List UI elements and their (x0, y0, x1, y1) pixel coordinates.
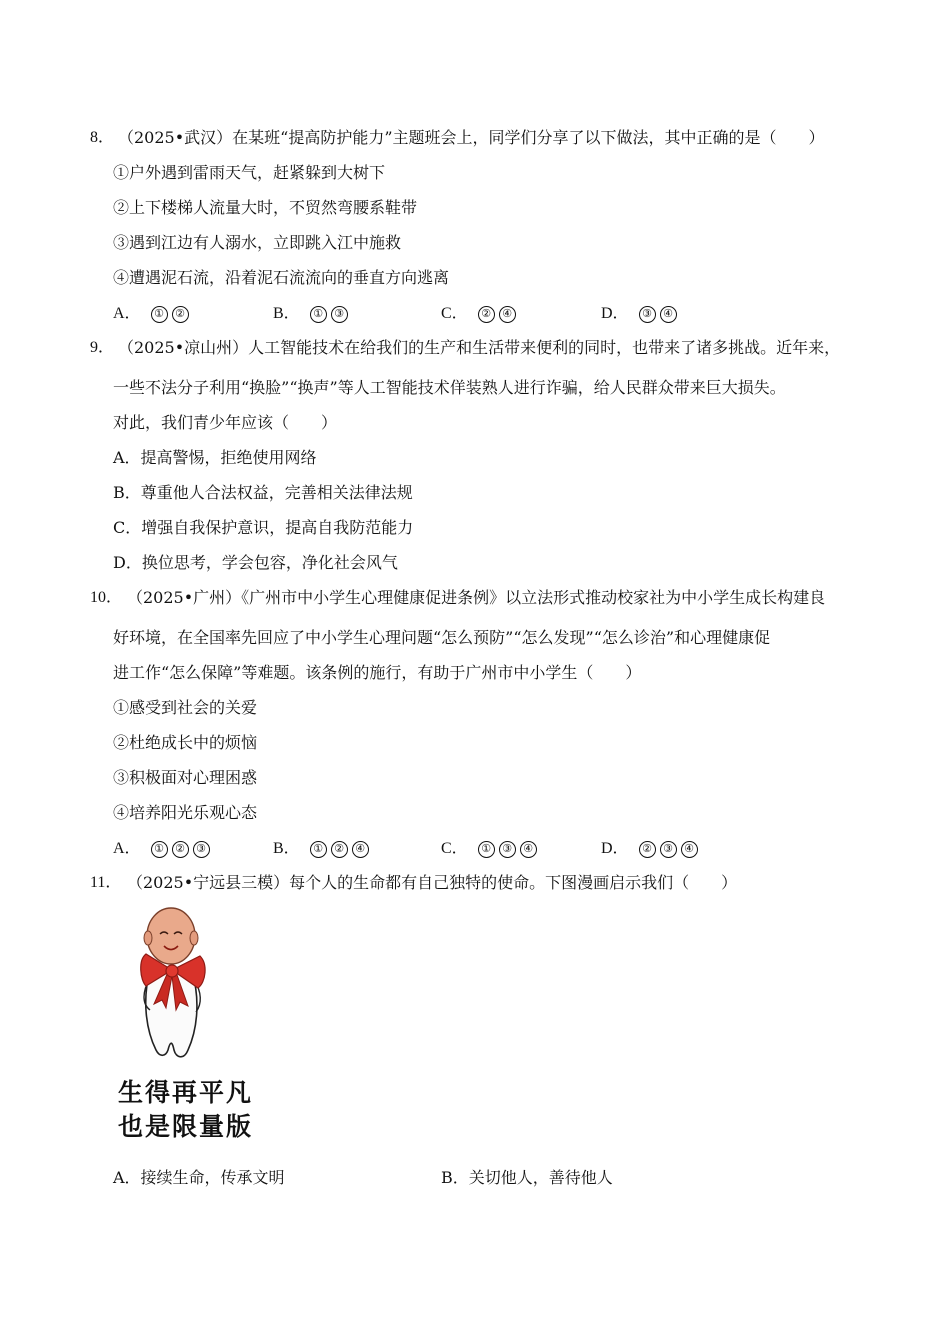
statement-item: ①感受到社会的关爱 (113, 698, 258, 717)
option-b[interactable]: B．关切他人，善待他人 (441, 1168, 613, 1187)
option-letter: A． (113, 840, 141, 857)
option-a[interactable]: A．接续生命，传承文明 (113, 1168, 285, 1187)
figure-ear (190, 931, 198, 945)
question-stem: （2025•宁远县三模）每个人的生命都有自己独特的使命。下图漫画启示我们（ ） (127, 873, 738, 892)
circled-mark: ① (310, 841, 327, 858)
figure-ear (144, 931, 152, 945)
question-number: 10． (90, 589, 123, 606)
option-c[interactable]: C．增强自我保护意识，提高自我防范能力 (113, 518, 414, 537)
question-stem-line: 好环境，在全国率先回应了中小学生心理问题“怎么预防”“怎么发现”“怎么诊治”和心理健康促 (113, 628, 771, 647)
option-a[interactable] (113, 303, 193, 324)
option-letter: A． (113, 305, 141, 322)
circled-mark: ③ (193, 841, 210, 858)
circled-mark: ④ (352, 841, 369, 858)
question-stem-line: （2025•凉山州）人工智能技术在给我们的生产和生活带来便利的同时，也带来了诸多挑战。近年来， (118, 338, 841, 357)
circled-mark: ④ (681, 841, 698, 858)
option-c[interactable] (441, 303, 520, 324)
question-number: 9． (90, 339, 115, 356)
circled-mark: ④ (660, 306, 677, 323)
cartoon-illustration (112, 900, 262, 1150)
option-letter: C． (441, 305, 468, 322)
statement-item: ④培养阳光乐观心态 (113, 803, 258, 822)
statement-item: ②上下楼梯人流量大时，不贸然弯腰系鞋带 (113, 198, 418, 217)
option-a[interactable] (113, 838, 214, 859)
figure-body (146, 970, 197, 1057)
option-d[interactable] (601, 838, 702, 859)
circled-mark: ④ (520, 841, 537, 858)
circled-mark: ④ (499, 306, 516, 323)
statement-item: ③积极面对心理困惑 (113, 768, 258, 787)
question-stem-line: 一些不法分子利用“换脸”“换声”等人工智能技术佯装熟人进行诈骗，给人民群众带来巨大损失。 (113, 378, 786, 397)
statement-item: ④遭遇泥石流，沿着泥石流流向的垂直方向逃离 (113, 268, 450, 287)
statement-item: ③遇到江边有人溺水，立即跳入江中施救 (113, 233, 402, 252)
circled-mark: ① (151, 306, 168, 323)
question-stem-line: 对此，我们青少年应该（ ） (113, 413, 338, 432)
option-letter: B． (273, 305, 300, 322)
question-stem-line: （2025•广州）《广州市中小学生心理健康促进条例》以立法形式推动校家社为中小学生成长构建良 (127, 588, 826, 607)
question-stem: （2025•武汉）在某班“提高防护能力”主题班会上，同学们分享了以下做法，其中正确的是（ ） (118, 128, 825, 147)
option-b[interactable] (273, 838, 373, 859)
statement-item: ②杜绝成长中的烦恼 (113, 733, 258, 752)
option-letter: D． (601, 305, 629, 322)
bow-knot (166, 965, 178, 977)
option-b[interactable] (273, 303, 352, 324)
circled-mark: ② (331, 841, 348, 858)
option-letter: C． (441, 840, 468, 857)
circled-mark: ③ (499, 841, 516, 858)
circled-mark: ② (172, 841, 189, 858)
figure-head (147, 908, 195, 964)
option-a[interactable]: A．提高警惕，拒绝使用网络 (113, 448, 317, 467)
cartoon-caption-line: 生得再平凡 (118, 1078, 254, 1107)
option-letter: D． (601, 840, 629, 857)
circled-mark: ② (639, 841, 656, 858)
circled-mark: ① (478, 841, 495, 858)
circled-mark: ① (151, 841, 168, 858)
question-stem-line: 进工作“怎么保障”等难题。该条例的施行，有助于广州市中小学生（ ） (113, 663, 642, 682)
cartoon-caption (118, 1076, 253, 1144)
option-d[interactable] (601, 303, 681, 324)
statement-item: ①户外遇到雷雨天气，赶紧躲到大树下 (113, 163, 386, 182)
option-c[interactable] (441, 838, 541, 859)
circled-mark: ③ (639, 306, 656, 323)
question-number: 11． (90, 874, 122, 891)
circled-mark: ③ (660, 841, 677, 858)
cartoon-caption-line: 也是限量版 (118, 1112, 254, 1141)
option-d[interactable]: D．换位思考，学会包容，净化社会风气 (113, 553, 398, 572)
circled-mark: ③ (331, 306, 348, 323)
question-number: 8． (90, 129, 115, 146)
option-letter: B． (273, 840, 300, 857)
option-b[interactable]: B．尊重他人合法权益，完善相关法律法规 (113, 483, 413, 502)
circled-mark: ② (172, 306, 189, 323)
circled-mark: ① (310, 306, 327, 323)
circled-mark: ② (478, 306, 495, 323)
